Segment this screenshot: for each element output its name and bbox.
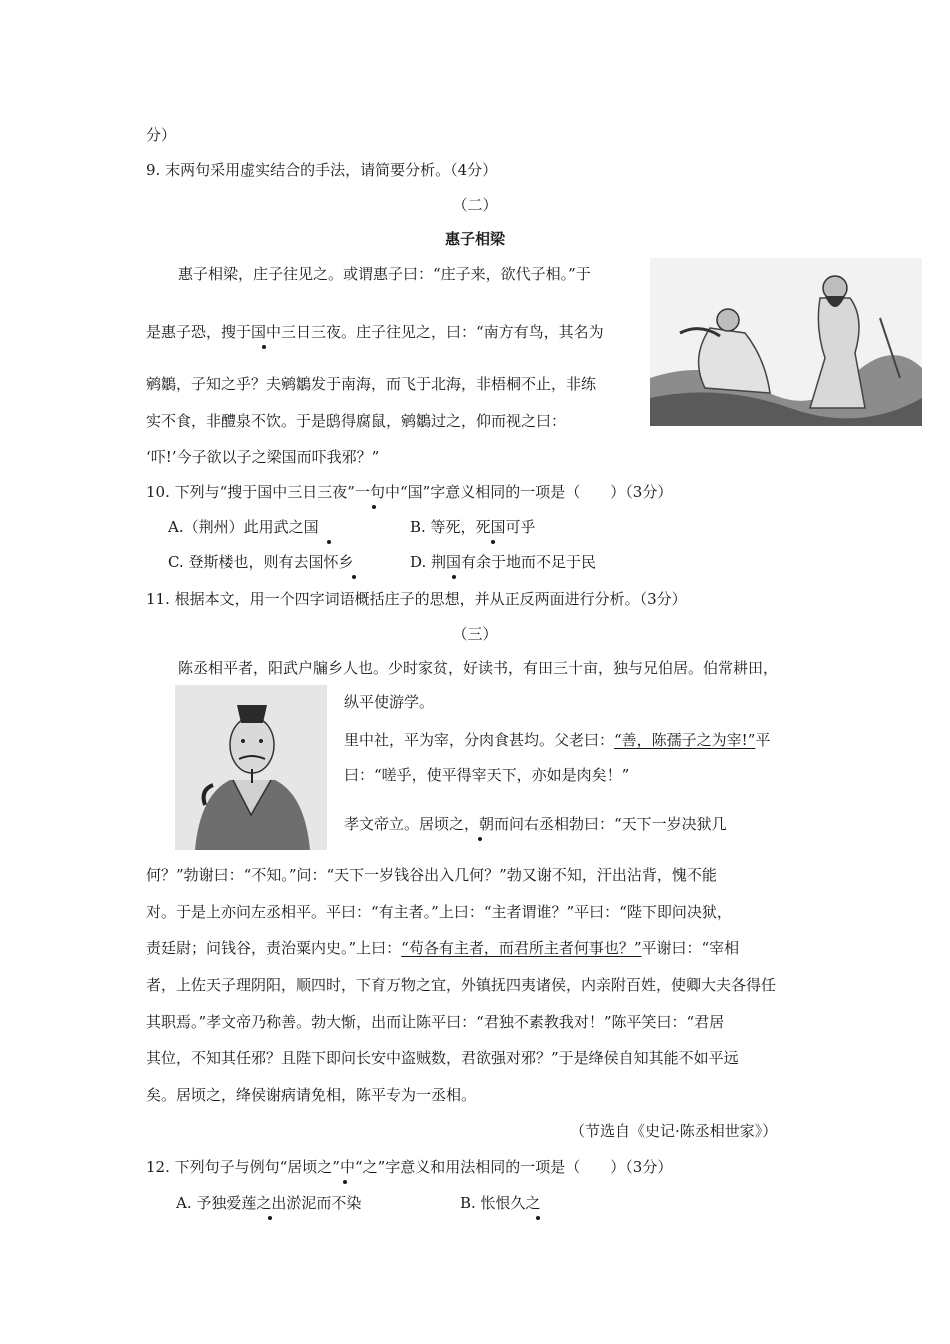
painting-icon (650, 258, 922, 426)
passage-line: 鹓鶵，子知之乎？夫鹓鶵发于南海，而飞于北海，非梧桐不止，非练 (146, 375, 597, 393)
section-heading-3: （三） (452, 625, 498, 643)
emphasis-dot (352, 575, 356, 579)
passage-line: 其职焉。”孝文帝乃称善。勃大惭，出而让陈平曰：“君独不素教我对！”陈平笑曰：“君居 (146, 1013, 725, 1031)
passage-line (146, 937, 739, 959)
emphasis-dot (268, 1216, 272, 1220)
passage-line: ‘吓!’今子欲以子之梁国而吓我邪？” (146, 448, 380, 466)
question-10: 10. 下列与“搜于国中三日三夜”一句中“国”字意义相同的一项是（ ）（3分） (146, 483, 673, 501)
question-12: 12. 下列句子与例句“居顷之”中“之”字意义和用法相同的一项是（ ）（3分） (146, 1158, 673, 1176)
passage-line (344, 729, 770, 751)
source-citation: （节选自《史记·陈丞相世家》） (570, 1122, 778, 1140)
passage-line: 惠子相梁，庄子往见之。或谓惠子曰：“庄子来，欲代子相。”于 (178, 265, 591, 283)
passage-text: 平 (755, 731, 771, 749)
emphasis-dot (491, 540, 495, 544)
emphasis-dot (343, 1180, 347, 1184)
option-b: B. 等死，死国可乎 (410, 518, 536, 536)
underlined-quote: “苟各有主者，而君所主者何事也？” (401, 939, 642, 957)
passage-text: 平谢曰：“宰相 (641, 939, 740, 957)
emphasis-dot (262, 345, 266, 349)
passage-line: 者，上佐天子理阴阳，顺四时，下育万物之宜，外镇抚四夷诸侯，内亲附百姓，使卿大夫各得任 (146, 976, 777, 994)
previous-question-tail: 分） (146, 126, 177, 144)
chen-ping-portrait (175, 685, 327, 850)
passage-text: 里中社，平为宰，分肉食甚均。父老曰： (344, 731, 615, 749)
option-a: A.（荆州）此用武之国 (168, 518, 319, 536)
passage-line: 曰：“嗟乎，使平得宰天下，亦如是肉矣！” (344, 766, 630, 784)
zhuangzi-huizi-painting (650, 258, 922, 426)
emphasis-dot (536, 1216, 540, 1220)
passage-line: 对。于是上亦问左丞相平。平曰：“有主者。”上曰：“主者谓谁？”平曰：“陛下即问决狱， (146, 903, 732, 921)
passage-title: 惠子相梁 (444, 230, 505, 248)
passage-line: 纵平使游学。 (344, 693, 435, 711)
underlined-quote: “善，陈孺子之为宰!” (614, 731, 756, 749)
emphasis-dot (452, 575, 456, 579)
option-c: C. 登斯楼也，则有去国怀乡 (168, 553, 354, 571)
passage-text: 责廷尉；问钱谷，责治粟内史。”上曰： (146, 939, 402, 957)
emphasis-dot (327, 540, 331, 544)
portrait-icon (175, 685, 327, 850)
emphasis-dot (478, 837, 482, 841)
section-heading-2: （二） (452, 196, 498, 214)
passage-line: 其位，不知其任邪？且陛下即问长安中盗贼数，君欲强对邪？”于是绛侯自知其能不如平远 (146, 1049, 739, 1067)
passage-line: 陈丞相平者，阳武户牖乡人也。少时家贫，好读书，有田三十亩，独与兄伯居。伯常耕田， (178, 659, 779, 677)
option-a: A. 予独爱莲之出淤泥而不染 (176, 1194, 362, 1212)
emphasis-dot (372, 505, 376, 509)
question-11: 11. 根据本文，用一个四字词语概括庄子的思想，并从正反两面进行分析。（3分） (146, 590, 687, 608)
option-d: D. 荆国有余于地而不足于民 (410, 553, 597, 571)
passage-line: 矣。居顷之，绛侯谢病请免相，陈平专为一丞相。 (146, 1086, 477, 1104)
passage-line: 何？”勃谢曰：“不知。”问：“天下一岁钱谷出入几何？”勃又谢不知，汗出沾背，愧不能 (146, 866, 717, 884)
passage-line: 实不食，非醴泉不饮。于是鸱得腐鼠，鹓鶵过之，仰而视之曰： (146, 412, 567, 430)
question-9: 9. 末两句采用虚实结合的手法，请简要分析。（4分） (146, 161, 498, 179)
passage-line: 孝文帝立。居顷之，朝而问右丞相勃曰：“天下一岁决狱几 (344, 815, 727, 833)
option-b: B. 怅恨久之 (460, 1194, 541, 1212)
passage-line: 是惠子恐，搜于国中三日三夜。庄子往见之，曰：“南方有鸟，其名为 (146, 323, 604, 341)
